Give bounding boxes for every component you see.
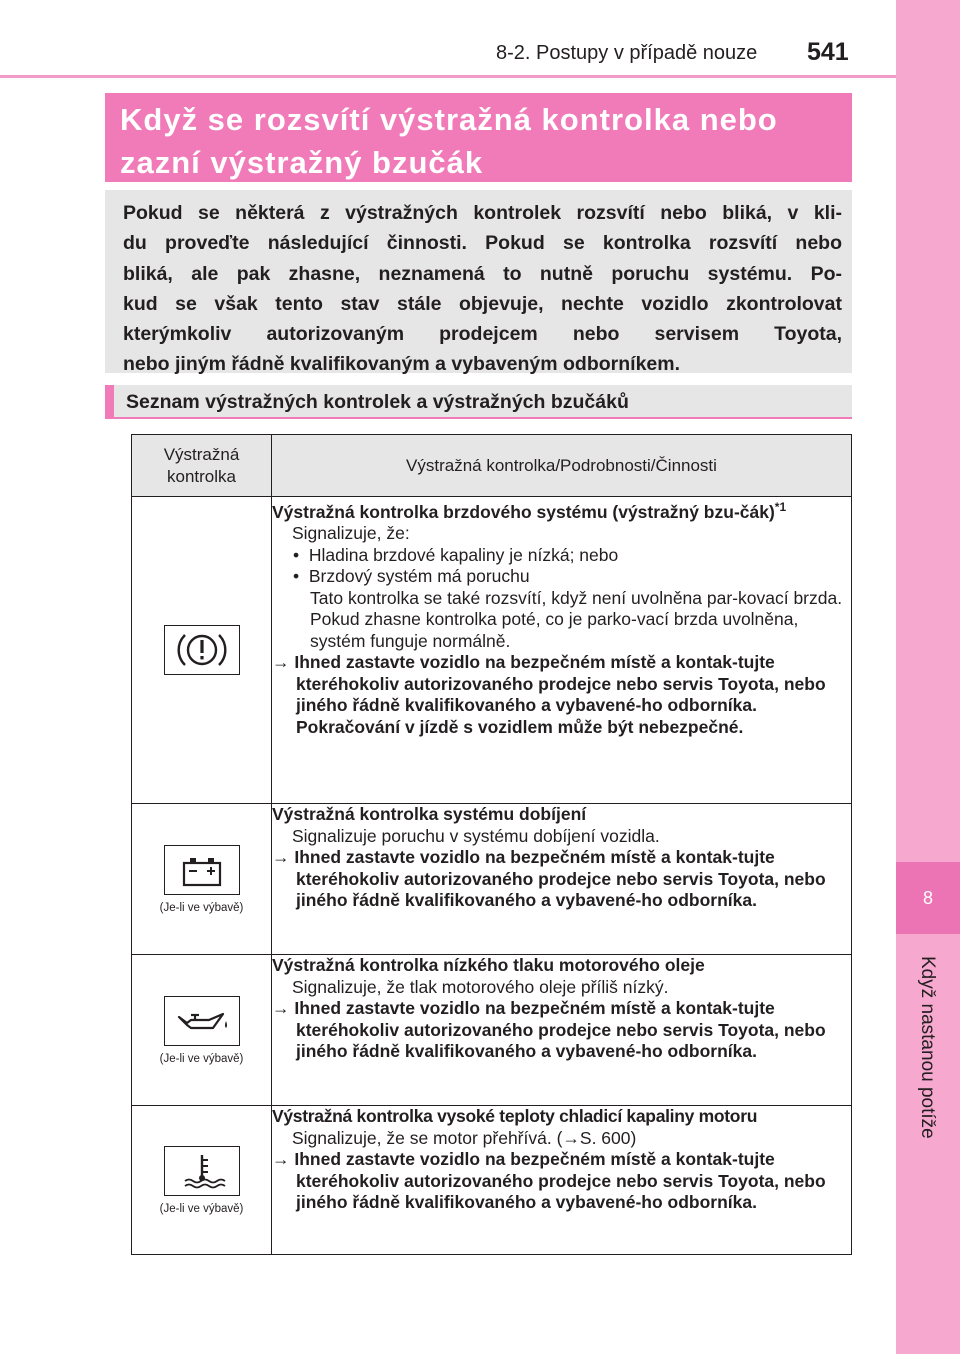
intro-line: kud se však tento stav stále objevuje, nechte vozidlo zkontrolovat xyxy=(123,292,842,315)
row-signal: Signalizuje, že: xyxy=(292,523,410,544)
side-tab-number: 8 xyxy=(896,862,960,934)
table-row xyxy=(132,497,852,804)
oil-can-icon xyxy=(164,996,240,1046)
table-header-icon: Výstražná kontrolka xyxy=(132,435,272,497)
row-bullet: • Brzdový systém má poruchu xyxy=(293,566,530,587)
optional-equipment-note: (Je-li ve výbavě) xyxy=(159,901,244,914)
coolant-temperature-icon xyxy=(164,1146,240,1196)
row-action: → Ihned zastavte vozidlo na bezpečném místě a kontak-tujte kteréhokoliv autorizovaného prodejce nebo servis Toyota, nebo jiného řádně kvalifikovaného a vybavené-ho odborníka. xyxy=(272,847,826,910)
brake-warning-icon xyxy=(164,625,240,675)
row-title: Výstražná kontrolka systému dobíjení xyxy=(272,804,587,824)
page-title: Když se rozsvítí výstražná kontrolka nebo zazní výstražný bzučák xyxy=(105,93,852,182)
header-divider xyxy=(0,75,896,78)
row-title: Výstražná kontrolka brzdového systému (výstražný bzu-čák)$^{*1}$ xyxy=(272,500,787,522)
intro-line: bliká, ale pak zhasne, neznamená to nutně poruchu systému. Po- xyxy=(123,262,842,285)
row-signal: Signalizuje, že tlak motorového oleje příliš nízký. xyxy=(292,976,669,997)
arrow-icon: → xyxy=(272,652,290,673)
icon-cell xyxy=(132,497,272,804)
arrow-icon: → xyxy=(272,998,290,1018)
icon-cell xyxy=(132,804,272,955)
optional-equipment-note: (Je-li ve výbavě) xyxy=(159,1202,244,1215)
side-tab-label: Když nastanou potíže xyxy=(917,956,938,1139)
page-number: 541 xyxy=(807,38,849,66)
side-tab xyxy=(896,0,960,1354)
intro-box xyxy=(105,190,852,376)
details-cell xyxy=(272,955,852,1106)
icon-cell xyxy=(132,955,272,1106)
table-row xyxy=(132,1106,852,1255)
details-cell xyxy=(272,1106,852,1255)
footnote-mark: *1 xyxy=(774,500,787,514)
details-cell xyxy=(272,804,852,955)
battery-icon xyxy=(164,845,240,895)
arrow-icon: → xyxy=(272,847,290,867)
row-bullet-note: Tato kontrolka se také rozsvítí, když není uvolněna par-kovací brzda. Pokud zhasne kontrolka poté, co je parko-vací brzda uvolněna, systém funguje normálně. xyxy=(310,587,843,651)
row-action: → Ihned zastavte vozidlo na bezpečném místě a kontak-tujte kteréhokoliv autorizovaného prodejce nebo servis Toyota, nebo jiného řádně kvalifikovaného a vybavené-ho odborníka. xyxy=(272,998,826,1061)
section-heading: Seznam výstražných kontrolek a výstražných bzučáků xyxy=(105,385,852,419)
row-bullet: • Hladina brzdové kapaliny je nízká; nebo xyxy=(293,544,619,565)
table-header-details: Výstražná kontrolka/Podrobnosti/Činnosti xyxy=(272,435,852,497)
optional-equipment-note: (Je-li ve výbavě) xyxy=(159,1052,244,1065)
row-action: → Ihned zastavte vozidlo na bezpečném místě a kontak-tujte kteréhokoliv autorizovaného prodejce nebo servis Toyota, nebo jiného řádně kvalifikovaného a vybavené-ho odborníka. xyxy=(272,1149,826,1212)
table-row xyxy=(132,804,852,955)
header-section-title: 8-2. Postupy v případě nouze xyxy=(496,42,758,64)
icon-cell xyxy=(132,1106,272,1255)
row-title: Výstražná kontrolka nízkého tlaku motorového oleje xyxy=(272,955,705,975)
row-action: → Ihned zastavte vozidlo na bezpečném místě a kontak-tujte kteréhokoliv autorizovaného prodejce nebo servis Toyota, nebo jiného řádně kvalifikovaného a vybavené-ho odborníka. Pokračování v jízdě s vozidlem může být nebezpečné. xyxy=(272,652,826,737)
table-header-row xyxy=(132,435,852,497)
details-cell xyxy=(272,497,852,804)
row-title: Výstražná kontrolka vysoké teploty chladicí kapaliny motoru xyxy=(272,1106,758,1126)
warning-lights-table xyxy=(131,434,852,1255)
intro-line: du proveďte následující činnosti. Pokud se kontrolka rozsvítí nebo xyxy=(123,232,842,255)
arrow-icon: → xyxy=(272,1149,290,1169)
intro-line: kterýmkoliv autorizovaným prodejcem nebo servisem Toyota, xyxy=(123,323,842,346)
intro-line: nebo jiným řádně kvalifikovaným a vybaveným odborníkem. xyxy=(123,353,681,376)
table-row xyxy=(132,955,852,1106)
row-signal: Signalizuje, že se motor přehřívá. (→S. 600) xyxy=(292,1127,637,1148)
intro-line: Pokud se některá z výstražných kontrolek rozsvítí nebo bliká, v kli- xyxy=(123,202,842,224)
row-signal: Signalizuje poruchu v systému dobíjení vozidla. xyxy=(292,825,660,846)
